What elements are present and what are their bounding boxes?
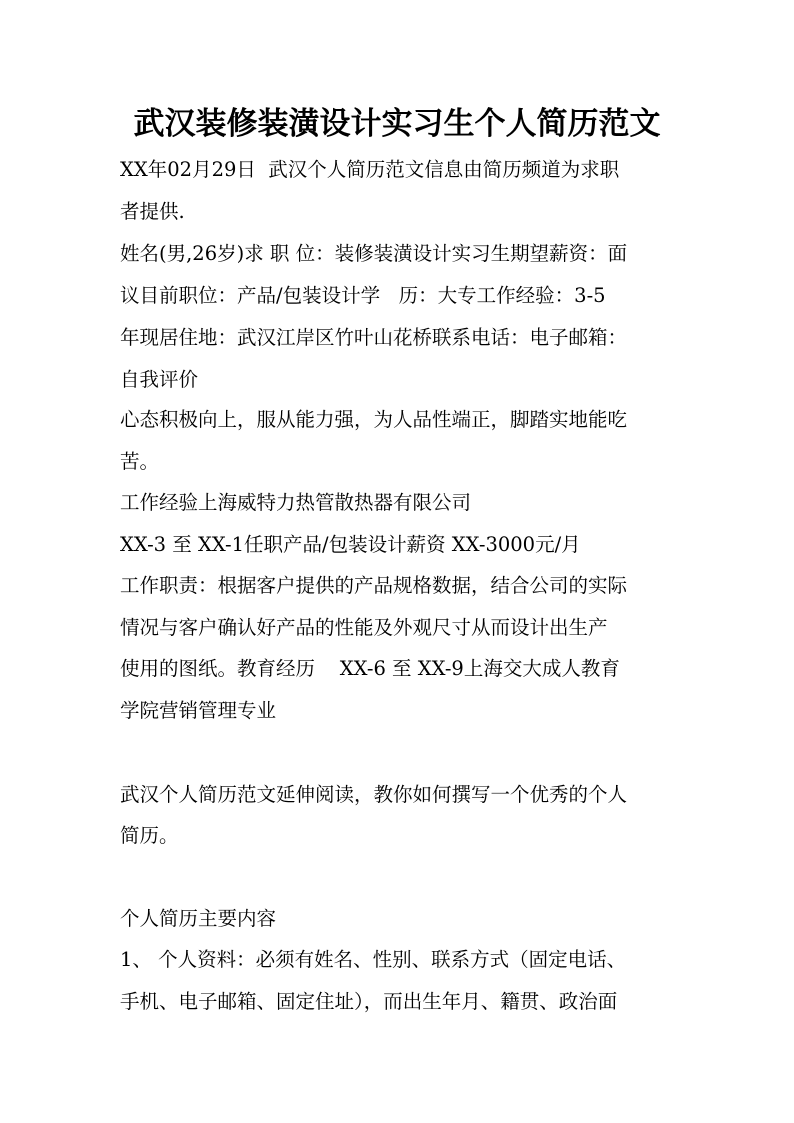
text-line: 年现居住地：武汉江岸区竹叶山花桥联系电话：电子邮箱： [120,326,628,349]
text-line: 工作经验上海威特力热管散热器有限公司 [120,491,472,514]
text-line: 手机、电子邮箱、固定住址），而出生年月、籍贯、政治面 [120,990,618,1013]
text-line: 情况与客户确认好产品的性能及外观尺寸从而设计出生产 [120,616,608,639]
text-line: 自我评价 [120,368,199,391]
text-line: 武汉个人简历范文延伸阅读，教你如何撰写一个优秀的个人 [120,783,628,806]
text-line: 心态积极向上，服从能力强，为人品性端正，脚踏实地能吃 [120,408,628,431]
text-line: 苦。 [120,450,160,473]
text-line: XX年02月29日 武汉个人简历范文信息由简历频道为求职 [120,158,620,181]
text-line: 个人简历主要内容 [120,907,277,930]
text-line: 姓名(男,26岁)求 职 位：装修装潢设计实习生期望薪资：面 [120,242,628,265]
text-line: 学院营销管理专业 [120,699,277,722]
text-line: XX-3 至 XX-1任职产品/包装设计薪资 XX-3000元/月 [120,533,581,556]
text-line: 1、 个人资料：必须有姓名、性别、联系方式（固定电话、 [120,948,627,971]
text-line: 工作职责：根据客户提供的产品规格数据，结合公司的实际 [120,574,628,597]
text-line: 议目前职位：产品/包装设计学 历：大专工作经验：3-5 [120,284,606,307]
text-line: 者提供. [120,200,185,223]
document-title: 武汉装修装潢设计实习生个人简历范文 [133,106,661,142]
text-line: 简历。 [120,824,179,847]
text-line: 使用的图纸。教育经历 XX-6 至 XX-9上海交大成人教育 [120,657,620,680]
